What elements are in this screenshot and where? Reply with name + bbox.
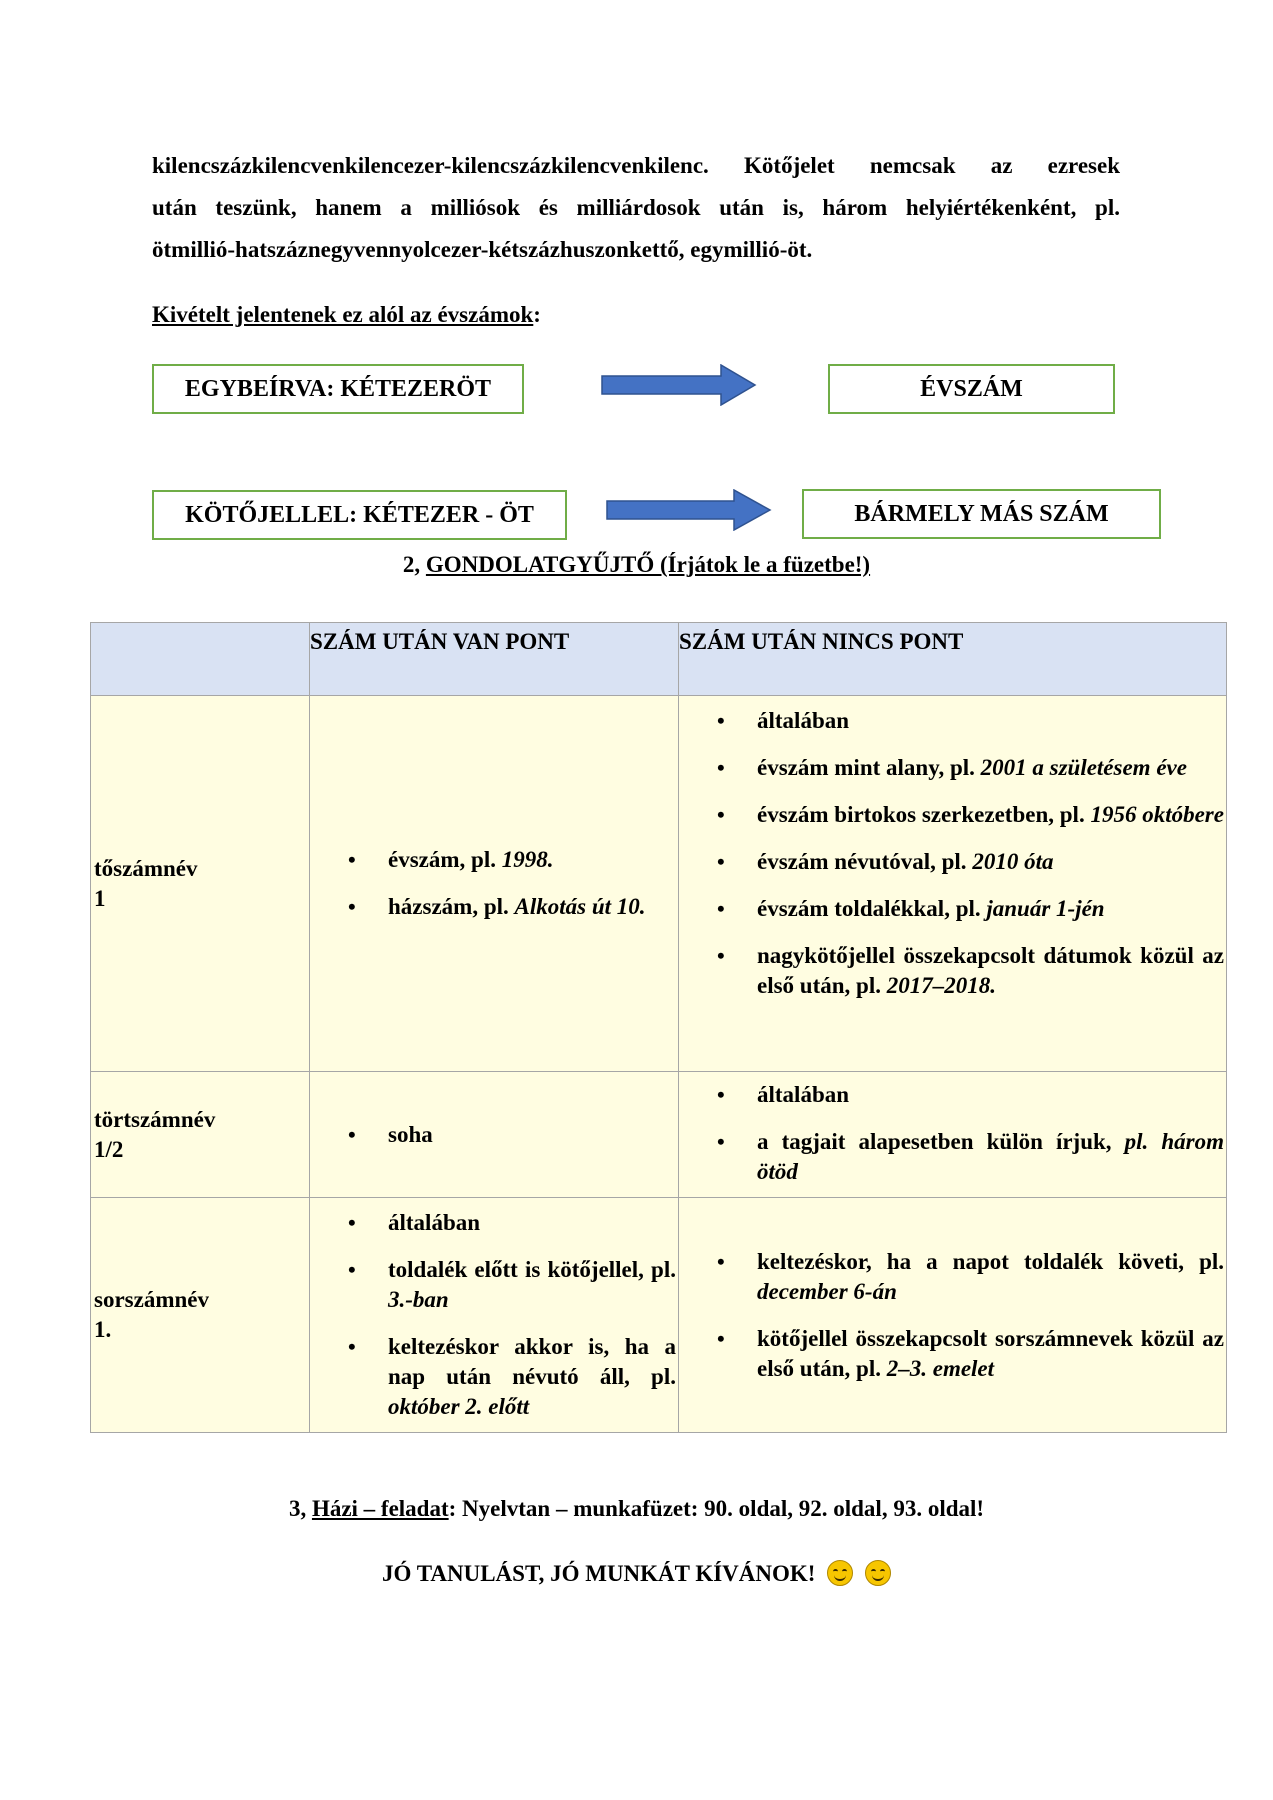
intro-line-2: után teszünk, hanem a milliósok és milliárdosok után is, három helyiértékenként, pl. — [152, 195, 1120, 220]
table-header-row — [91, 623, 1227, 696]
header-cell-van: SZÁM UTÁN VAN PONT — [310, 623, 679, 696]
smiling-face-icon — [865, 1560, 891, 1586]
item-text: toldalék előtt is kötőjellel, pl. — [388, 1257, 676, 1282]
item-example: 1956 októbere — [1090, 802, 1224, 827]
row-label-tortszamnev — [91, 1072, 310, 1198]
cell-van — [310, 1072, 679, 1198]
arrow-right-icon — [601, 364, 757, 406]
box-evszam — [828, 364, 1115, 414]
cell-nincs — [679, 1198, 1227, 1433]
row-label-name: tőszámnév — [94, 855, 198, 881]
list-item — [310, 1332, 678, 1422]
header-cell-nincs: SZÁM UTÁN NINCS PONT — [679, 623, 1227, 696]
box-barmely — [802, 489, 1161, 539]
list-item — [679, 1247, 1226, 1307]
item-text: általában — [757, 1082, 850, 1107]
item-example: 2–3. emelet — [886, 1355, 995, 1381]
box-egybeirva — [152, 364, 524, 414]
row-label-example: 1. — [94, 1317, 112, 1342]
item-text: általában — [757, 708, 850, 733]
list-item — [310, 845, 678, 875]
row-label-name: törtszámnév — [94, 1106, 216, 1132]
table-row — [91, 1072, 1227, 1198]
item-text: házszám, pl. — [388, 894, 515, 919]
section-2-number: 2, — [402, 552, 426, 577]
intro-paragraph — [152, 145, 1120, 271]
item-example: pl. három ötöd — [757, 1129, 1224, 1184]
section-3-text: : Nyelvtan – munkafüzet: 90. oldal, 92. oldal, 93. oldal! — [448, 1496, 985, 1521]
list-item — [679, 1324, 1226, 1384]
list-item — [679, 800, 1226, 830]
item-example: 2017–2018. — [886, 973, 996, 998]
cell-van — [310, 1198, 679, 1433]
header-cell-empty — [91, 623, 310, 696]
section-3-label: Házi – feladat — [311, 1496, 449, 1521]
list-item — [679, 706, 1226, 736]
closing-line — [0, 1560, 1273, 1587]
table-row — [91, 696, 1227, 1072]
list-item — [310, 1255, 678, 1315]
box-kotojellel-label: KÖTŐJELLEL: KÉTEZER - ÖT — [185, 501, 534, 528]
row-label-toszamnev — [91, 696, 310, 1072]
table-row — [91, 1198, 1227, 1433]
cell-nincs — [679, 1072, 1227, 1198]
box-egybeirva-label: EGYBEÍRVA: KÉTEZERÖT — [184, 375, 492, 402]
row-label-sorszamnev — [91, 1198, 310, 1433]
item-example: Alkotás út 10. — [514, 894, 646, 919]
item-text: évszám birtokos szerkezetben, pl. — [757, 802, 1091, 827]
exception-heading — [152, 302, 541, 328]
item-text: évszám toldalékkal, pl. — [757, 896, 987, 921]
list-item — [679, 941, 1226, 1001]
list-item — [310, 1120, 678, 1150]
item-example: október 2. előtt — [388, 1394, 530, 1419]
row-label-example: 1/2 — [94, 1136, 124, 1162]
item-example: 2010 óta — [972, 849, 1054, 874]
item-text: általában — [388, 1210, 481, 1235]
cell-nincs — [679, 696, 1227, 1072]
item-text: évszám mint alany, pl. — [757, 755, 981, 780]
item-text: évszám névutóval, pl. — [757, 849, 973, 874]
list-item — [679, 753, 1226, 783]
row-label-example: 1 — [94, 885, 106, 911]
list-item — [679, 1127, 1226, 1187]
section-3-homework — [0, 1496, 1273, 1522]
item-text: kötőjellel összekapcsolt sorszámnevek közül az első után, pl. — [757, 1325, 1224, 1381]
item-example: január 1-jén — [986, 896, 1105, 921]
item-example: 3.-ban — [388, 1287, 449, 1312]
item-text: keltezéskor, ha a napot toldalék követi, pl. — [757, 1248, 1224, 1274]
cell-van — [310, 696, 679, 1072]
smiling-face-icon — [827, 1560, 853, 1586]
box-barmely-label: BÁRMELY MÁS SZÁM — [854, 500, 1109, 527]
item-text: évszám, pl. — [388, 847, 502, 872]
arrow-right-icon — [606, 489, 772, 531]
box-evszam-label: ÉVSZÁM — [920, 375, 1023, 402]
number-rules-table — [90, 622, 1227, 1433]
exception-heading-text: Kivételt jelentenek ez alól az évszámok — [152, 302, 534, 327]
section-3-number: 3, — [288, 1496, 312, 1521]
list-item — [679, 894, 1226, 924]
list-item — [310, 892, 678, 922]
item-text: nagykötőjellel összekapcsolt dátumok közül az első után, pl. — [757, 943, 1224, 998]
list-item — [310, 1208, 678, 1238]
item-text: soha — [388, 1121, 433, 1147]
item-example: 1998. — [501, 847, 554, 872]
closing-text: JÓ TANULÁST, JÓ MUNKÁT KÍVÁNOK! — [382, 1561, 816, 1586]
list-item — [679, 1080, 1226, 1110]
intro-line-1: kilencszázkilencvenkilencezer-kilencszázkilencvenkilenc. Kötőjelet nemcsak az ezresek — [152, 153, 1120, 178]
item-example: 2001 a születésem éve — [980, 755, 1187, 780]
exception-heading-colon: : — [533, 302, 541, 327]
intro-line-3: ötmillió-hatszáznegyvennyolcezer-kétszázhuszonkettő, egymillió-öt. — [152, 237, 813, 262]
list-item — [679, 847, 1226, 877]
item-example: december 6-án — [757, 1278, 897, 1304]
section-2-title-text: GONDOLATGYŰJTŐ (Írjátok le a füzetbe!) — [425, 552, 871, 577]
item-text: a tagjait alapesetben külön írjuk, — [757, 1129, 1125, 1154]
section-2-title — [0, 552, 1273, 578]
row-label-name: sorszámnév — [94, 1287, 209, 1312]
box-kotojellel — [152, 490, 567, 540]
item-text: keltezéskor akkor is, ha a nap után névutó áll, pl. — [388, 1334, 676, 1389]
